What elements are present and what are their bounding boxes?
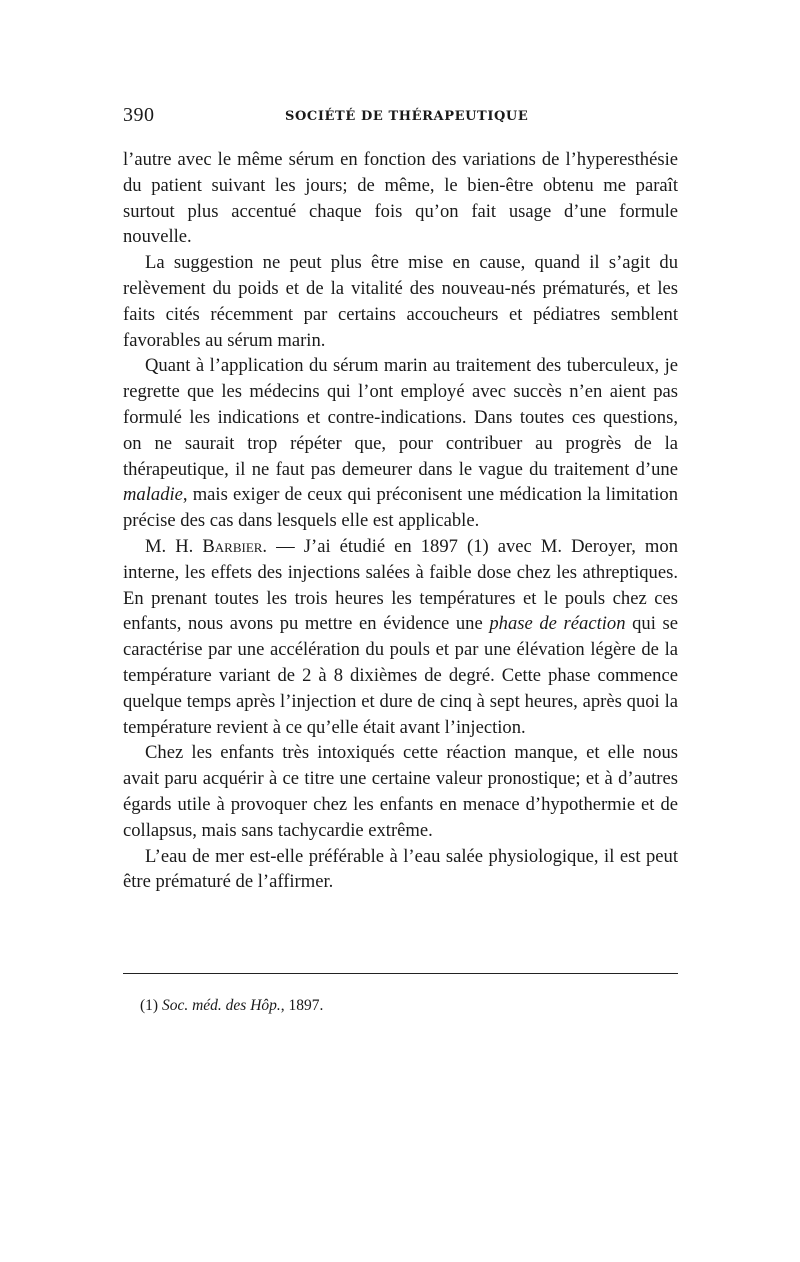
- speaker-initials: M. H.: [145, 535, 203, 557]
- footnote-year: , 1897.: [280, 997, 324, 1014]
- speaker-name: Barbier.: [202, 535, 268, 557]
- paragraph-4-text-a: — J’ai étudié en 1897 (1) avec M. Deroyer, mon interne, les effets des injections salées à faible dose chez les athreptiques. En prenant toutes les trois heures les températures et le pouls chez ces enfants, nous avons pu mettre en évidence une: [123, 535, 678, 635]
- paragraph-3-text-a: Quant à l’application du sérum marin au traitement des tuberculeux, je regrette que les médecins qui l’ont employé avec succès n’en aient pas formulé les indications et contre-indications. Dans toutes ces questions, on ne saurait trop répéter que, pour contribuer au progrès de la thérapeutique, il ne faut pas demeurer dans le vague du traitement d’une: [123, 355, 678, 480]
- footnote-marker: (1): [140, 997, 162, 1014]
- paragraph-6: L’eau de mer est-elle préférable à l’eau salée physiologique, il est peut être prématuré de l’affirmer.: [123, 845, 678, 893]
- paragraph-3-text-b: , mais exiger de ceux qui préconisent une médication la limitation précise des cas dans lesquels elle est applicable.: [123, 484, 678, 532]
- paragraph-4-text-b: qui se caractérise par une accélération du pouls et par une élévation légère de la température variant de 2 à 8 dixièmes de degré. Cette phase commence quelque temps après l’injection et dure de cinq à sept heures, après quoi la température revient à ce qu’elle était avant l’injection.: [123, 613, 678, 738]
- page-number: 390: [123, 104, 155, 126]
- paragraph-4-emphasis: phase de réaction: [489, 613, 626, 635]
- body-text: [123, 147, 678, 895]
- footnote-separator: [123, 973, 678, 974]
- paragraph-2: La suggestion ne peut plus être mise en cause, quand il s’agit du relèvement du poids et de la vitalité des nouveau-nés prématurés, et les faits cités récemment par certains accoucheurs et pédiatres semblent favorables au sérum marin.: [123, 252, 678, 351]
- paragraph-3-emphasis: maladie: [123, 484, 183, 506]
- footnote: [140, 996, 323, 1016]
- page-header: [123, 104, 678, 134]
- paragraph-4: [123, 534, 678, 740]
- paragraph-5: Chez les enfants très intoxiqués cette réaction manque, et elle nous avait paru acquérir à ce titre une certaine valeur pronostique; et à d’autres égards utile à provoquer chez les enfants en menace d’hypothermie et de collapsus, mais sans tachycardie extrême.: [123, 742, 678, 841]
- paragraph-1: l’autre avec le même sérum en fonction des variations de l’hyperesthésie du patient suivant les jours; de même, le bien-être obtenu me paraît surtout plus accentué chaque fois qu’on fait usage d’une formule nouvelle.: [123, 149, 678, 248]
- footnote-source: Soc. méd. des Hôp.: [161, 997, 281, 1014]
- paragraph-3: [123, 353, 678, 534]
- running-head: SOCIÉTÉ DE THÉRAPEUTIQUE: [285, 109, 529, 124]
